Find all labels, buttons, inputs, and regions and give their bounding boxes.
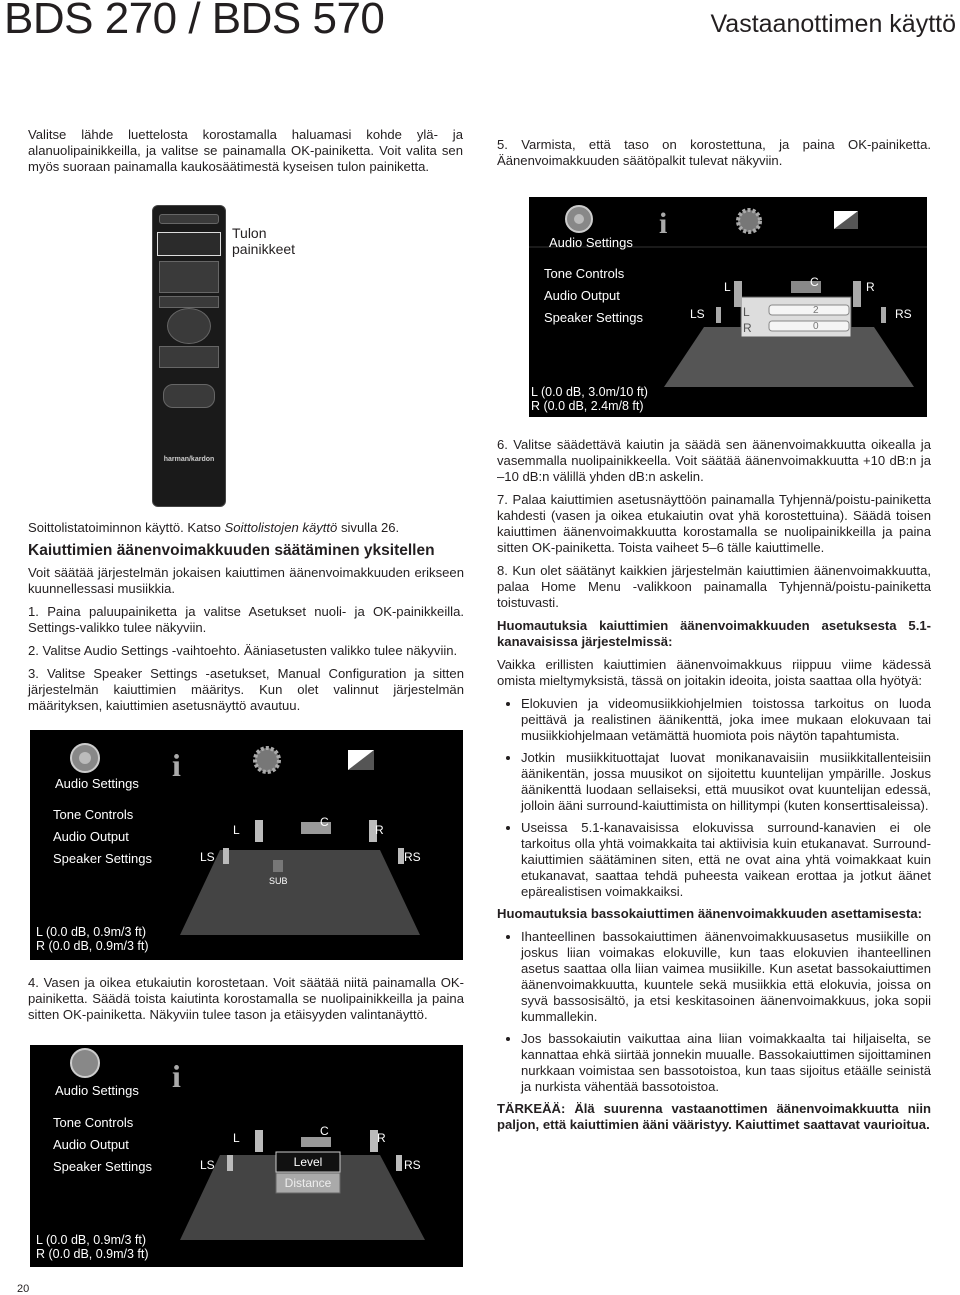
speaker-l [734, 281, 742, 307]
menu-audio-output[interactable]: Audio Output [53, 829, 129, 844]
screen1-caption-l: L (0.0 dB, 3.0m/10 ft) [531, 385, 648, 399]
speaker-c [301, 1137, 331, 1147]
intro-p1: Voit säätää järjestelmän jokaisen kaiuttimen äänenvoimakkuuden erikseen kuunnellessasi musiikkia. [28, 565, 464, 596]
remote-dpad [167, 308, 211, 344]
menu-speaker-settings[interactable]: Speaker Settings [53, 1159, 153, 1174]
bullet-sub-1: • Ihanteellinen bassokaiuttimen äänenvoimakkuusasetus musiikille on joskus liian voimakas elokuville, kun taas elokuvien ihanteellinen asetus saattaa olla liian vaimea musiikille. Kun asetat bassokaiuttimen äänenvoimakkuutta, kuuntele sekä musiikkia että elokuvia, joissa on syvä bassosisältö, ja etsi keskitasoinen äänenvoimakkuus, joka sopii kummallekin. [521, 929, 931, 1025]
menu-speaker-settings[interactable]: Speaker Settings [53, 851, 153, 866]
speaker-rs [881, 307, 886, 323]
screen1-graphics [529, 197, 927, 417]
intro-text [28, 127, 463, 182]
remote-caption [232, 225, 295, 257]
step-5 [497, 137, 931, 176]
playlist-ref: Soittolistojen käyttö [224, 520, 338, 535]
step-6: 6. Valitse säädettävä kaiutin ja säädä sen äänenvoimakkuutta oikealla ja vasemmalla nuolipainikkeella. Voit säätää äänenvoimakkuutta +10 dB:n ja –10 dB:n välillä yhden dB:n askelin. [497, 437, 931, 484]
notes-intro: Vaikka erillisten kaiuttimien äänenvoimakkuus riippuu viime kädessä omista mieltymyksistä, tässä on joitakin ideoita, joista saattaa olla hyötyä: [497, 657, 931, 688]
intro-paragraph: Valitse lähde luettelosta korostamalla haluamasi kohde ylä- ja alanuolipainikkeilla, ja valitse se painamalla OK-painiketta. Voit valita sen myös suoraan painamalla kaukosäätimestä kyseisen tulon painiketta. [28, 127, 463, 174]
label-l: L [724, 280, 731, 294]
info-icon: i [172, 1058, 181, 1094]
label-r: R [866, 280, 875, 294]
remote-control-image [152, 205, 226, 507]
label-c: C [810, 275, 819, 289]
step-7: 7. Palaa kaiuttimien asetusnäyttöön painamalla Tyhjennä/poistu-painiketta kahdesti (vasen ja oikea etukaiutin ovat yhä korostettuina). Säädä toisen kaiuttimen äänenvoimakkuutta korostamalla se nuolipainikkeilla ja paina sitten OK-painiketta. Toista vaiheet 5–6 tälle kaiuttimelle. [497, 492, 931, 555]
screen2-caption-l: L (0.0 dB, 0.9m/3 ft) [36, 925, 147, 939]
speaker-rs [396, 1155, 402, 1171]
step-8: 8. Kun olet säätänyt kaikkien järjestelmän kaiuttimien äänenvoimakkuutta, palaa Home Menu -valikkoon painamalla Tyhjennä/poistu-painiketta toistuvasti. [497, 563, 931, 610]
bar-value-1: 2 [813, 305, 819, 316]
bullet-51-1: • Elokuvien ja videomusiikkiohjelmien toistossa tarkoitus on luoda peittävä ja realistinen äänikenttä, joka imee mukaan elokuvaan tai musiikkiohjelmaan vetämättä huomiota pois näytön tapahtumista. [521, 696, 931, 744]
label-rs: RS [404, 850, 421, 864]
remote-volume [163, 384, 215, 408]
step-4-text: 4. Vasen ja oikea etukaiutin korostetaan. Voit säätää niitä painamalla OK-painiketta. Säädä toista kaiutinta korostamalla se nuolipainikkeilla ja paina sitten OK-painiketta. Näkyviin tulee tason ja etäisyyden valintanäyttö. [28, 975, 464, 1022]
menu-audio-output[interactable]: Audio Output [544, 288, 620, 303]
remote-caption-line-2: painikkeet [232, 241, 296, 257]
speaker-ls [227, 1155, 233, 1171]
bullet-51-3: • Useissa 5.1-kanavaisissa elokuvissa surround-kanavien ei ole tarkoitus olla yhtä voimakkaita tai aktiivisia kuin etukanavat. Surround-kaiuttimien säätäminen siten, että ne ovat aina yhtä voimakkaat kuin etukanavat, saattaa tehdä puheesta vaikean erottaa ja jotkut äänet epärealistisen voimakkaiksi. [521, 820, 931, 900]
remote-input-buttons [157, 232, 221, 256]
playlist-suffix: sivulla 26. [337, 520, 400, 535]
room-floor [180, 850, 420, 935]
label-c: C [320, 815, 329, 829]
remote-transport [159, 346, 219, 368]
screen1-caption [531, 385, 648, 413]
screen3-caption [36, 1233, 149, 1261]
label-c: C [320, 1124, 329, 1138]
speaker-ls [716, 307, 721, 323]
speaker-l [255, 1130, 263, 1152]
remote-numpad [159, 261, 219, 293]
bar-label-r: R [743, 321, 752, 335]
label-ls: LS [690, 307, 705, 321]
right-column-text [497, 437, 931, 1140]
screen2-caption [36, 925, 149, 953]
screen2-caption-r: R (0.0 dB, 0.9m/3 ft) [36, 939, 149, 953]
notes-bullets-sub [497, 929, 931, 1095]
bullet-sub-2: • Jos bassokaiutin vaikuttaa aina liian voimakkaalta tai hiljaiselta, se kannattaa ehkä siirtää jonnekin muualle. Bassokaiuttimen sijoittaminen nurkkaan voimistaa sen bassotoistoa, kun taas sijoitus etäälle seinistä ja nurkista vähentää bassotoistoa. [521, 1031, 931, 1095]
playlist-note [28, 520, 464, 536]
speaker-l [255, 820, 263, 842]
bar-label-l: L [743, 305, 750, 319]
speaker-icon [71, 1049, 99, 1077]
screen3-caption-l: L (0.0 dB, 0.9m/3 ft) [36, 1233, 147, 1247]
screen2-title: Audio Settings [55, 776, 139, 791]
warning-text: TÄRKEÄÄ: Älä suurenna vastaanottimen äänenvoimakkuutta niin paljon, että kaiuttimien ääni vääristyy. Kaiuttimet saattavat vaurioitua. [497, 1101, 931, 1132]
bar-value-2: 0 [813, 321, 819, 332]
menu-tone-controls[interactable]: Tone Controls [544, 266, 625, 281]
screen1-caption-r: R (0.0 dB, 2.4m/8 ft) [531, 399, 644, 413]
menu-tone-controls[interactable]: Tone Controls [53, 1115, 134, 1130]
section-title: Vastaanottimen käyttö [710, 10, 956, 38]
speaker-ls [223, 848, 229, 864]
label-rs: RS [404, 1158, 421, 1172]
step-1: 1. Paina paluupainiketta ja valitse Asetukset nuoli- ja OK-painikkeilla. Settings-valikko tulee näkyviin. [28, 604, 464, 635]
remote-caption-line-1: Tulon [232, 225, 267, 241]
gear-icon [255, 748, 279, 772]
remote-menu-row [159, 296, 219, 308]
page-number: 20 [17, 1283, 30, 1295]
audio-settings-screen-speakers [30, 730, 463, 960]
notes-heading-51: Huomautuksia kaiuttimien äänenvoimakkuuden asetuksesta 5.1-kanavaisissa järjestelmissä: [497, 618, 931, 649]
remote-brand-label: harman/kardon [163, 456, 215, 463]
label-l: L [233, 823, 240, 837]
label-rs: RS [895, 307, 912, 321]
left-column-text [28, 520, 464, 721]
label-l: L [233, 1131, 240, 1145]
label-ls: LS [200, 850, 215, 864]
speaker-sub [273, 860, 283, 872]
model-title: BDS 270 / BDS 570 [4, 0, 385, 43]
menu-tone-controls[interactable]: Tone Controls [53, 807, 134, 822]
playlist-prefix: Soittolistatoiminnon käyttö. Katso [28, 520, 225, 535]
step-5-text: 5. Varmista, että taso on korostettuna, ja paina OK-painiketta. Äänenvoimakkuuden säätöpalkit tulevat näkyviin. [497, 137, 931, 168]
menu-audio-output[interactable]: Audio Output [53, 1137, 129, 1152]
popup-level[interactable]: Level [293, 1155, 323, 1169]
step-3: 3. Valitse Speaker Settings -asetukset, Manual Configuration ja sitten järjestelmän kaiuttimien määritys. Kun olet valinnut järjestelmän määrityksen, kaiuttimien asetusnäyttö avautuu. [28, 666, 464, 713]
step-4 [28, 975, 464, 1030]
bullet-51-2: • Jotkin musiikkituottajat luovat monikanavaisiin musiikkitallenteisiin äänikentän, jossa muusikot on sijoitettu kuuntelijan ympärille. Joskus äänikenttä luodaan sellaiseksi, että muusikot ovat kuuntelijan edessä, jolloin ääni surround-kaiuttimista on hillitympi (kuten konserttisaleissa). [521, 750, 931, 814]
speaker-r [853, 281, 861, 307]
label-ls: LS [200, 1158, 215, 1172]
label-r: R [377, 1131, 386, 1145]
audio-settings-screen-popup [30, 1045, 463, 1267]
info-icon: i [172, 747, 181, 783]
screen1-title: Audio Settings [549, 235, 633, 250]
gear-icon [738, 210, 760, 232]
menu-speaker-settings[interactable]: Speaker Settings [544, 310, 644, 325]
remote-buttons-top [159, 214, 219, 224]
speaker-level-heading: Kaiuttimien äänenvoimakkuuden säätäminen yksitellen [28, 542, 435, 559]
audio-settings-screen-level [529, 197, 927, 417]
popup-distance[interactable]: Distance [284, 1176, 332, 1190]
step-2: 2. Valitse Audio Settings -vaihtoehto. Ääniasetusten valikko tulee näkyviin. [28, 643, 458, 658]
notes-bullets-51 [497, 696, 931, 900]
label-r: R [375, 823, 384, 837]
screen3-caption-r: R (0.0 dB, 0.9m/3 ft) [36, 1247, 149, 1261]
screen3-title: Audio Settings [55, 1083, 139, 1098]
notes-heading-sub: Huomautuksia bassokaiuttimen äänenvoimakkuuden asettamisesta: [497, 906, 922, 921]
info-icon: i [659, 207, 668, 240]
label-sub: SUB [269, 876, 288, 886]
